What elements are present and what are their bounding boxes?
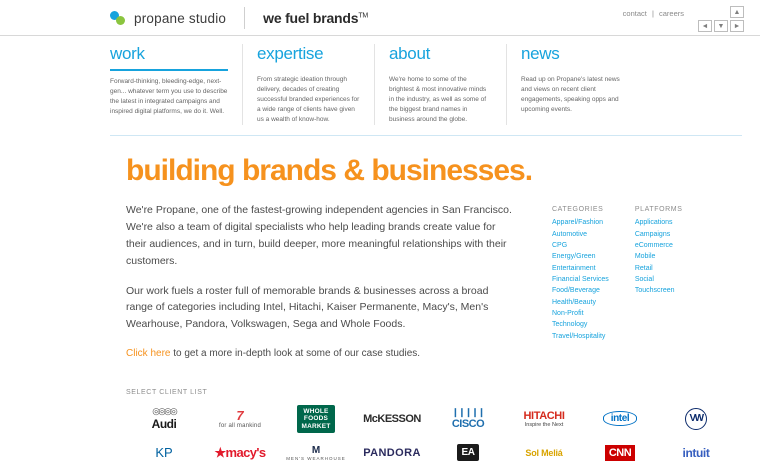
client-logo-row-2	[126, 436, 736, 470]
nav-right-icon[interactable]: ►	[730, 20, 744, 32]
mens-wearhouse-monogram: M	[311, 444, 321, 456]
contact-link[interactable]: contact	[622, 9, 647, 18]
list-item[interactable]: Touchscreen	[634, 287, 675, 295]
nav-title-expertise[interactable]: expertise	[257, 44, 324, 63]
logo-kaiser-permanente[interactable]	[126, 436, 202, 470]
client-logo-row-1	[126, 402, 736, 436]
client-list-heading: SELECT CLIENT LIST	[126, 388, 208, 396]
seven-wordmark: for all mankind	[218, 423, 262, 430]
nav-underline-rule	[110, 135, 742, 136]
logo-intel[interactable]	[582, 402, 658, 436]
logo-cisco[interactable]	[430, 402, 506, 436]
paragraph-1: We're Propane, one of the fastest-growing independent agencies in San Francisco. We're also a team of digital specialists who help leading brands create value for their audiences, and in turn, build deeper, more meaningful relationships with their customers.	[126, 204, 512, 267]
paragraph-2: Our work fuels a roster full of memorable brands & businesses across a broad range of categories including Intel, Hitachi, Kaiser Permanente, Macy's, Men's Wearhouse, Pandora, Volkswagen, Sega and Whole Foods.	[126, 284, 489, 331]
list-item[interactable]: Mobile	[634, 253, 656, 261]
platforms-heading: PLATFORMS	[634, 206, 683, 214]
tagline-tm: TM	[358, 12, 369, 20]
list-item[interactable]: eCommerce	[634, 241, 673, 249]
platforms-items	[635, 217, 683, 296]
intel-wordmark: intel	[603, 411, 638, 426]
logo-volkswagen[interactable]	[658, 402, 734, 436]
list-item[interactable]: Campaigns	[634, 230, 671, 238]
sol-melia-wordmark: Sol Meliá	[525, 447, 563, 458]
nav-item-about[interactable]	[374, 44, 506, 125]
list-item[interactable]: CPG	[552, 241, 568, 249]
nav-up-icon[interactable]: ▲	[730, 6, 744, 18]
list-item[interactable]: Travel/Hospitality	[552, 332, 606, 340]
propane-logo-icon	[110, 10, 126, 26]
ea-wordmark: EA	[457, 444, 480, 461]
logo-mens-wearhouse[interactable]	[278, 436, 354, 470]
logo-hitachi[interactable]	[506, 402, 582, 436]
nav-title-work[interactable]: work	[110, 44, 228, 71]
categories-heading: CATEGORIES	[552, 206, 604, 214]
kaiser-permanente-icon: KP	[155, 445, 173, 461]
logo-cnn[interactable]	[582, 436, 658, 470]
intro-copy	[126, 202, 516, 375]
careers-link[interactable]: careers	[658, 9, 684, 18]
brand-lockup[interactable]	[18, 0, 742, 36]
nav-title-about[interactable]: about	[389, 44, 431, 63]
nav-down-icon[interactable]: ▼	[714, 20, 728, 32]
mens-wearhouse-wordmark: MEN'S WEARHOUSE	[286, 455, 346, 461]
list-item[interactable]: Energy/Green	[552, 253, 596, 261]
list-item[interactable]: Automotive	[552, 230, 588, 238]
list-item[interactable]: Apparel/Fashion	[552, 219, 603, 227]
list-item[interactable]: Applications	[634, 219, 673, 227]
nav-item-work[interactable]	[110, 44, 242, 125]
logo-text: propane studio	[134, 10, 227, 26]
logo-audi[interactable]	[126, 402, 202, 436]
audi-wordmark: Audi	[151, 417, 177, 432]
tagline-text: we fuel brands	[263, 10, 359, 26]
logo-mckesson[interactable]	[354, 402, 430, 436]
vw-roundel-icon: VW	[685, 408, 707, 430]
primary-nav[interactable]	[0, 36, 760, 125]
logo-seven-for-all-mankind[interactable]	[202, 402, 278, 436]
client-logo-grid	[126, 402, 736, 470]
nav-desc-work: Forward-thinking, bleeding-edge, next-gen... whatever term you use to describe the latest in integrated campaigns and inspired digital platforms, we do it. Well.	[110, 78, 228, 116]
nav-desc-expertise: From strategic ideation through delivery, decades of creating successful branded experiences for a wide range of clients have given us a wealth of know-how.	[257, 76, 360, 124]
cisco-wordmark: CISCO	[451, 418, 485, 431]
list-item[interactable]: Social	[634, 275, 654, 283]
main-content	[126, 202, 760, 375]
categories-list	[552, 206, 609, 375]
pandora-wordmark: PANDORA	[363, 446, 421, 459]
logo-pandora[interactable]	[354, 436, 430, 470]
audi-rings-icon: ◎◎◎◎	[152, 406, 176, 417]
nav-desc-news: Read up on Propane's latest news and views on recent client engagements, speaking opps and upcoming events.	[521, 76, 620, 114]
logo-sol-melia[interactable]	[506, 436, 582, 470]
list-item[interactable]: Technology	[552, 321, 588, 329]
nav-desc-about: We're home to some of the brightest & most innovative minds in the industry, as well as some of the biggest brand names in business around the globe.	[389, 76, 487, 124]
whole-foods-line-1: WHOLE	[303, 407, 329, 415]
cta-paragraph	[126, 346, 516, 362]
list-item[interactable]: Food/Beverage	[552, 287, 600, 295]
site-header	[0, 0, 760, 36]
logo-intuit[interactable]	[658, 436, 734, 470]
cta-rest-text: to get a more in-depth look at some of our case studies.	[170, 347, 421, 359]
seven-mark-icon: 7	[236, 408, 244, 424]
hitachi-wordmark: HITACHI	[523, 409, 565, 422]
platforms-list	[635, 206, 683, 375]
nav-item-expertise[interactable]	[242, 44, 374, 125]
nav-arrow-cluster[interactable]	[684, 6, 744, 32]
logo-whole-foods[interactable]	[278, 402, 354, 436]
logo-electronic-arts[interactable]	[430, 436, 506, 470]
whole-foods-line-3: MARKET	[301, 422, 331, 430]
hitachi-tagline: Inspire the Next	[524, 421, 564, 428]
list-item[interactable]: Health/Beauty	[552, 298, 596, 306]
list-item[interactable]: Retail	[634, 264, 653, 272]
list-item[interactable]: Entertainment	[552, 264, 596, 272]
macys-wordmark: ★macy's	[214, 444, 266, 460]
nav-title-news[interactable]: news	[521, 44, 560, 63]
mckesson-wordmark: McKESSON	[363, 412, 421, 425]
utility-links[interactable]	[623, 9, 684, 18]
page-title: building brands & businesses.	[126, 154, 533, 188]
list-item[interactable]: Financial Services	[552, 275, 609, 283]
divider	[244, 7, 245, 29]
link-separator: |	[651, 9, 654, 18]
taxonomy-lists	[552, 202, 682, 375]
cisco-bars-icon: ❙❙❙❙❙	[451, 407, 485, 418]
categories-items	[552, 217, 609, 342]
logo-macys[interactable]	[202, 436, 278, 470]
tagline	[263, 10, 368, 26]
list-item[interactable]: Non-Profit	[552, 309, 584, 317]
cnn-wordmark: CNN	[605, 445, 635, 461]
whole-foods-line-2: FOODS	[303, 415, 329, 423]
nav-item-news[interactable]	[506, 44, 638, 125]
case-studies-link[interactable]: Click here	[126, 347, 171, 359]
nav-left-icon[interactable]: ◄	[698, 20, 712, 32]
intuit-wordmark: intuit	[682, 445, 710, 460]
